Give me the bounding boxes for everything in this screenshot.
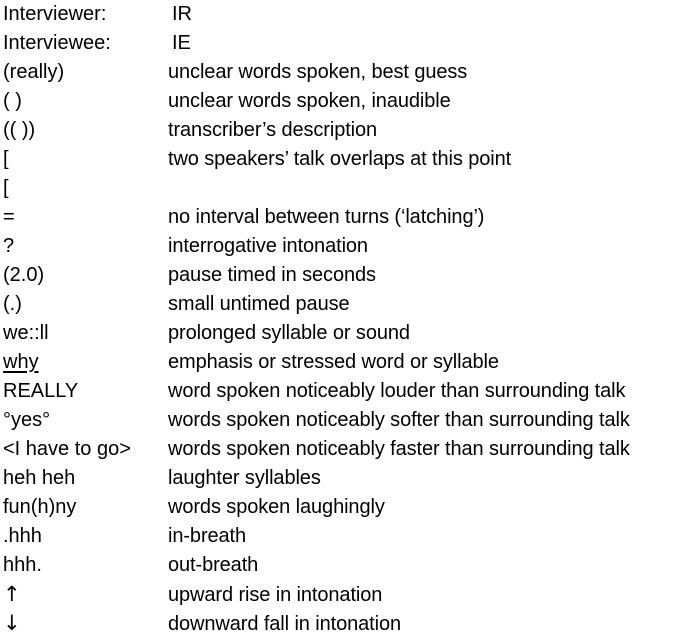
legend-meaning: words spoken laughingly (168, 496, 385, 518)
legend-symbol: fun(h)ny (3, 496, 77, 518)
arrow-down-icon: ↓ (3, 611, 21, 635)
legend-meaning: IE (172, 32, 191, 54)
legend-row-in-breath (0, 523, 700, 552)
legend-row-out-breath (0, 552, 700, 581)
legend-row-inaudible (0, 88, 700, 117)
legend-symbol: <I have to go> (3, 438, 131, 460)
legend-meaning: unclear words spoken, best guess (168, 61, 468, 83)
arrow-up-icon: ↑ (3, 582, 21, 606)
legend-row-untimed-pause (0, 291, 700, 320)
legend-row-downward-fall (0, 610, 700, 639)
legend-row-faster (0, 436, 700, 465)
legend-symbol: we::ll (3, 322, 49, 344)
legend-row-latching (0, 204, 700, 233)
legend-row-timed-pause (0, 262, 700, 291)
legend-meaning: small untimed pause (168, 293, 350, 315)
legend-meaning: words spoken noticeably faster than surrounding talk (168, 438, 630, 460)
legend-row-best-guess (0, 59, 700, 88)
legend-meaning: upward rise in intonation (168, 584, 383, 606)
legend-symbol: ? (3, 235, 15, 257)
legend-row-laughter (0, 465, 700, 494)
legend-meaning: words spoken noticeably softer than surrounding talk (168, 409, 630, 431)
legend-row-louder (0, 378, 700, 407)
legend-symbol: why (3, 351, 39, 373)
legend-meaning: downward fall in intonation (168, 613, 402, 635)
legend-row-overlap-start (0, 146, 700, 175)
legend-meaning: no interval between turns (‘latching’) (168, 206, 485, 228)
legend-symbol: °yes° (3, 409, 51, 431)
legend-meaning: in-breath (168, 525, 247, 547)
legend-symbol: (.) (3, 293, 22, 315)
legend-row-interrogative (0, 233, 700, 262)
legend-row-softer (0, 407, 700, 436)
legend-meaning: transcriber’s description (168, 119, 378, 141)
legend-symbol: .hhh (3, 525, 42, 547)
legend-row-overlap-second (0, 175, 700, 204)
legend-symbol: = (3, 206, 15, 228)
legend-symbol: (( )) (3, 119, 36, 141)
legend-symbol: (2.0) (3, 264, 45, 286)
legend-row-prolonged (0, 320, 700, 349)
legend-row-upward-rise (0, 581, 700, 610)
legend-meaning: prolonged syllable or sound (168, 322, 410, 344)
legend-meaning: emphasis or stressed word or syllable (168, 351, 499, 373)
legend-symbol: (really) (3, 61, 65, 83)
legend-symbol: ( ) (3, 90, 22, 112)
legend-symbol: Interviewer: (3, 3, 107, 25)
legend-symbol: REALLY (3, 380, 79, 402)
legend-meaning: two speakers’ talk overlaps at this point (168, 148, 512, 170)
legend-meaning: interrogative intonation (168, 235, 368, 257)
legend-meaning: unclear words spoken, inaudible (168, 90, 451, 112)
legend-symbol: heh heh (3, 467, 76, 489)
legend-meaning: pause timed in seconds (168, 264, 376, 286)
legend-meaning: laughter syllables (168, 467, 321, 489)
legend-row-transcriber-description (0, 117, 700, 146)
legend-symbol: [ (3, 148, 9, 170)
legend-row-laughingly (0, 494, 700, 523)
legend-meaning: IR (172, 3, 192, 25)
legend-meaning: out-breath (168, 554, 259, 576)
legend-row-interviewer (0, 1, 700, 30)
legend-symbol: hhh. (3, 554, 42, 576)
legend-row-interviewee (0, 30, 700, 59)
legend-row-emphasis (0, 349, 700, 378)
legend-meaning: word spoken noticeably louder than surrounding talk (168, 380, 626, 402)
legend-symbol: [ (3, 177, 9, 199)
legend-symbol: Interviewee: (3, 32, 111, 54)
